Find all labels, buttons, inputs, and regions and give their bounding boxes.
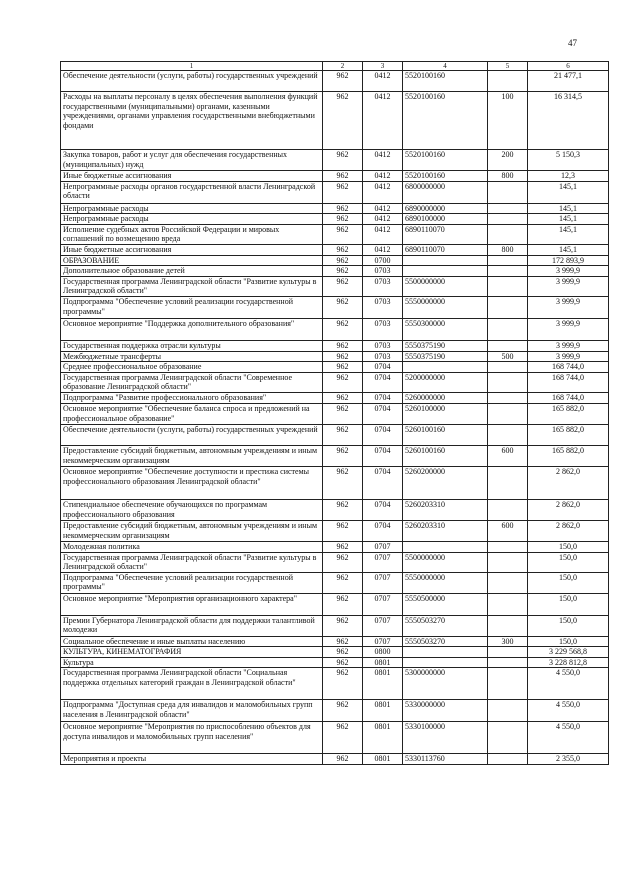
ministry-code: 962 bbox=[323, 647, 363, 658]
ministry-code: 962 bbox=[323, 318, 363, 340]
expense-type bbox=[488, 499, 528, 520]
row-name: Предоставление субсидий бюджетным, автономным учреждениям и иным некоммерческим организациям bbox=[61, 520, 323, 541]
row-name: Иные бюджетные ассигнования bbox=[61, 171, 323, 182]
section-code: 0707 bbox=[363, 541, 403, 552]
ministry-code: 962 bbox=[323, 171, 363, 182]
ministry-code: 962 bbox=[323, 403, 363, 424]
amount: 150,0 bbox=[528, 615, 609, 636]
amount: 2 862,0 bbox=[528, 499, 609, 520]
amount: 168 744,0 bbox=[528, 392, 609, 403]
column-header: 6 bbox=[528, 62, 609, 71]
target-code: 6890100000 bbox=[403, 214, 488, 225]
amount: 3 228 812,8 bbox=[528, 657, 609, 668]
row-name: Дополнительное образование детей bbox=[61, 266, 323, 277]
row-name: Стипендиальное обеспечение обучающихся по программам профессионального образования bbox=[61, 499, 323, 520]
target-code: 5330100000 bbox=[403, 722, 488, 754]
expense-type bbox=[488, 318, 528, 340]
section-code: 0412 bbox=[363, 181, 403, 203]
ministry-code: 962 bbox=[323, 445, 363, 466]
section-code: 0704 bbox=[363, 424, 403, 445]
ministry-code: 962 bbox=[323, 657, 363, 668]
section-code: 0707 bbox=[363, 636, 403, 647]
section-code: 0703 bbox=[363, 266, 403, 277]
amount: 145,1 bbox=[528, 224, 609, 244]
row-name: Среднее профессиональное образование bbox=[61, 362, 323, 373]
row-name: Обеспечение деятельности (услуги, работы) государственных учреждений bbox=[61, 71, 323, 92]
target-code: 5200000000 bbox=[403, 372, 488, 392]
target-code: 6890000000 bbox=[403, 203, 488, 214]
page-number: 47 bbox=[568, 38, 577, 48]
ministry-code: 962 bbox=[323, 636, 363, 647]
ministry-code: 962 bbox=[323, 203, 363, 214]
amount: 3 229 568,8 bbox=[528, 647, 609, 658]
table-row bbox=[61, 71, 609, 92]
expense-type bbox=[488, 593, 528, 615]
expense-type bbox=[488, 754, 528, 765]
target-code: 5260100160 bbox=[403, 424, 488, 445]
expense-type: 300 bbox=[488, 636, 528, 647]
ministry-code: 962 bbox=[323, 255, 363, 266]
table-row bbox=[61, 520, 609, 541]
column-header: 2 bbox=[323, 62, 363, 71]
table-row bbox=[61, 499, 609, 520]
expense-type bbox=[488, 181, 528, 203]
target-code bbox=[403, 647, 488, 658]
amount: 2 862,0 bbox=[528, 520, 609, 541]
target-code: 5520100160 bbox=[403, 171, 488, 182]
ministry-code: 962 bbox=[323, 392, 363, 403]
ministry-code: 962 bbox=[323, 181, 363, 203]
row-name: Основное мероприятие "Мероприятия по приспособлению объектов для доступа инвалидов и маломобильных групп населения" bbox=[61, 722, 323, 754]
row-name: Государственная программа Ленинградской области "Развитие культуры в Ленинградской области" bbox=[61, 276, 323, 296]
amount: 150,0 bbox=[528, 572, 609, 593]
table-row bbox=[61, 572, 609, 593]
ministry-code: 962 bbox=[323, 572, 363, 593]
ministry-code: 962 bbox=[323, 351, 363, 362]
table-row bbox=[61, 372, 609, 392]
target-code: 5550503270 bbox=[403, 636, 488, 647]
target-code: 5520100160 bbox=[403, 92, 488, 150]
section-code: 0412 bbox=[363, 171, 403, 182]
ministry-code: 962 bbox=[323, 244, 363, 255]
expense-type bbox=[488, 372, 528, 392]
row-name: КУЛЬТУРА, КИНЕМАТОГРАФИЯ bbox=[61, 647, 323, 658]
ministry-code: 962 bbox=[323, 499, 363, 520]
amount: 4 550,0 bbox=[528, 722, 609, 754]
target-code bbox=[403, 657, 488, 668]
expense-type bbox=[488, 541, 528, 552]
ministry-code: 962 bbox=[323, 668, 363, 700]
ministry-code: 962 bbox=[323, 150, 363, 171]
section-code: 0704 bbox=[363, 466, 403, 499]
amount: 145,1 bbox=[528, 181, 609, 203]
section-code: 0412 bbox=[363, 203, 403, 214]
row-name: Основное мероприятие "Мероприятия организационного характера" bbox=[61, 593, 323, 615]
section-code: 0703 bbox=[363, 340, 403, 351]
ministry-code: 962 bbox=[323, 266, 363, 277]
section-code: 0412 bbox=[363, 214, 403, 225]
row-name: Подпрограмма "Доступная среда для инвалидов и маломобильных групп населения в Ленинградской области" bbox=[61, 700, 323, 722]
section-code: 0704 bbox=[363, 392, 403, 403]
amount: 21 477,1 bbox=[528, 71, 609, 92]
row-name: Основное мероприятие "Обеспечение доступности и престижа системы профессионального образования Ленинградской области" bbox=[61, 466, 323, 499]
amount: 165 882,0 bbox=[528, 424, 609, 445]
amount: 165 882,0 bbox=[528, 445, 609, 466]
target-code: 5260000000 bbox=[403, 392, 488, 403]
target-code: 5330000000 bbox=[403, 700, 488, 722]
target-code: 5520100160 bbox=[403, 71, 488, 92]
section-code: 0700 bbox=[363, 255, 403, 266]
expense-type bbox=[488, 466, 528, 499]
expense-type bbox=[488, 722, 528, 754]
row-name: ОБРАЗОВАНИЕ bbox=[61, 255, 323, 266]
row-name: Культура bbox=[61, 657, 323, 668]
expense-type: 600 bbox=[488, 445, 528, 466]
expense-type bbox=[488, 615, 528, 636]
expense-type bbox=[488, 572, 528, 593]
ministry-code: 962 bbox=[323, 71, 363, 92]
section-code: 0412 bbox=[363, 92, 403, 150]
row-name: Непрограммные расходы bbox=[61, 214, 323, 225]
amount: 3 999,9 bbox=[528, 340, 609, 351]
row-name: Основное мероприятие "Обеспечение баланса спроса и предложений на профессиональное образование" bbox=[61, 403, 323, 424]
row-name: Подпрограмма "Обеспечение условий реализации государственной программы" bbox=[61, 296, 323, 318]
ministry-code: 962 bbox=[323, 541, 363, 552]
table-row bbox=[61, 266, 609, 277]
target-code bbox=[403, 541, 488, 552]
section-code: 0703 bbox=[363, 296, 403, 318]
section-code: 0801 bbox=[363, 668, 403, 700]
column-header: 5 bbox=[488, 62, 528, 71]
ministry-code: 962 bbox=[323, 466, 363, 499]
table-row bbox=[61, 150, 609, 171]
table-row bbox=[61, 615, 609, 636]
table-row bbox=[61, 424, 609, 445]
amount: 3 999,9 bbox=[528, 318, 609, 340]
target-code: 5550300000 bbox=[403, 318, 488, 340]
amount: 145,1 bbox=[528, 214, 609, 225]
row-name: Подпрограмма "Обеспечение условий реализации государственной программы" bbox=[61, 572, 323, 593]
header-row bbox=[61, 62, 609, 71]
ministry-code: 962 bbox=[323, 722, 363, 754]
expense-type bbox=[488, 362, 528, 373]
section-code: 0704 bbox=[363, 445, 403, 466]
row-name: Расходы на выплаты персоналу в целях обеспечения выполнения функций государственными (муниципальными) органами, казенными учреждениями, органами управления государственными внебюджетными фондами bbox=[61, 92, 323, 150]
row-name: Премии Губернатора Ленинградской области для поддержки талантливой молодежи bbox=[61, 615, 323, 636]
section-code: 0704 bbox=[363, 372, 403, 392]
table-row bbox=[61, 403, 609, 424]
target-code bbox=[403, 266, 488, 277]
target-code: 5300000000 bbox=[403, 668, 488, 700]
expense-type bbox=[488, 552, 528, 572]
target-code bbox=[403, 255, 488, 266]
amount: 5 150,3 bbox=[528, 150, 609, 171]
table-row bbox=[61, 296, 609, 318]
table-row bbox=[61, 351, 609, 362]
target-code: 5520100160 bbox=[403, 150, 488, 171]
expense-type bbox=[488, 296, 528, 318]
table-row bbox=[61, 224, 609, 244]
table-row bbox=[61, 362, 609, 373]
column-header: 3 bbox=[363, 62, 403, 71]
row-name: Иные бюджетные ассигнования bbox=[61, 244, 323, 255]
expense-type bbox=[488, 276, 528, 296]
table-row bbox=[61, 276, 609, 296]
amount: 3 999,9 bbox=[528, 276, 609, 296]
ministry-code: 962 bbox=[323, 224, 363, 244]
amount: 16 314,5 bbox=[528, 92, 609, 150]
expense-type: 200 bbox=[488, 150, 528, 171]
expense-type bbox=[488, 392, 528, 403]
section-code: 0703 bbox=[363, 318, 403, 340]
target-code: 5260100160 bbox=[403, 445, 488, 466]
amount: 168 744,0 bbox=[528, 362, 609, 373]
table-row bbox=[61, 541, 609, 552]
target-code: 5550503270 bbox=[403, 615, 488, 636]
expense-type bbox=[488, 403, 528, 424]
ministry-code: 962 bbox=[323, 520, 363, 541]
expense-type: 100 bbox=[488, 92, 528, 150]
target-code: 5550375190 bbox=[403, 351, 488, 362]
table-row bbox=[61, 214, 609, 225]
row-name: Непрограммные расходы органов государственной власти Ленинградской области bbox=[61, 181, 323, 203]
expense-type bbox=[488, 255, 528, 266]
amount: 4 550,0 bbox=[528, 700, 609, 722]
amount: 4 550,0 bbox=[528, 668, 609, 700]
row-name: Межбюджетные трансферты bbox=[61, 351, 323, 362]
amount: 3 999,9 bbox=[528, 296, 609, 318]
row-name: Социальное обеспечение и иные выплаты населению bbox=[61, 636, 323, 647]
amount: 145,1 bbox=[528, 244, 609, 255]
table-row bbox=[61, 657, 609, 668]
table-row bbox=[61, 647, 609, 658]
table-row bbox=[61, 255, 609, 266]
table-row bbox=[61, 340, 609, 351]
section-code: 0800 bbox=[363, 647, 403, 658]
ministry-code: 962 bbox=[323, 276, 363, 296]
row-name: Исполнение судебных актов Российской Федерации и мировых соглашений по возмещению вреда bbox=[61, 224, 323, 244]
expense-type bbox=[488, 71, 528, 92]
target-code: 6890110070 bbox=[403, 224, 488, 244]
expense-type: 600 bbox=[488, 520, 528, 541]
section-code: 0412 bbox=[363, 71, 403, 92]
row-name: Предоставление субсидий бюджетным, автономным учреждениям и иным некоммерческим организациям bbox=[61, 445, 323, 466]
target-code: 5260203310 bbox=[403, 520, 488, 541]
target-code: 5260100000 bbox=[403, 403, 488, 424]
budget-table bbox=[60, 61, 609, 765]
row-name: Закупка товаров, работ и услуг для обеспечения государственных (муниципальных) нужд bbox=[61, 150, 323, 171]
target-code: 5260203310 bbox=[403, 499, 488, 520]
ministry-code: 962 bbox=[323, 552, 363, 572]
row-name: Государственная поддержка отрасли культуры bbox=[61, 340, 323, 351]
target-code: 5260200000 bbox=[403, 466, 488, 499]
ministry-code: 962 bbox=[323, 593, 363, 615]
table-row bbox=[61, 203, 609, 214]
section-code: 0707 bbox=[363, 552, 403, 572]
amount: 12,3 bbox=[528, 171, 609, 182]
section-code: 0801 bbox=[363, 722, 403, 754]
amount: 150,0 bbox=[528, 541, 609, 552]
table-row bbox=[61, 754, 609, 765]
target-code: 5330113760 bbox=[403, 754, 488, 765]
section-code: 0801 bbox=[363, 754, 403, 765]
table-row bbox=[61, 593, 609, 615]
row-name: Мероприятия и проекты bbox=[61, 754, 323, 765]
amount: 3 999,9 bbox=[528, 351, 609, 362]
expense-type: 800 bbox=[488, 244, 528, 255]
expense-type bbox=[488, 700, 528, 722]
table-row bbox=[61, 722, 609, 754]
section-code: 0704 bbox=[363, 403, 403, 424]
table-row bbox=[61, 92, 609, 150]
table-row bbox=[61, 668, 609, 700]
ministry-code: 962 bbox=[323, 362, 363, 373]
ministry-code: 962 bbox=[323, 340, 363, 351]
target-code bbox=[403, 362, 488, 373]
table-row bbox=[61, 445, 609, 466]
column-header: 1 bbox=[61, 62, 323, 71]
amount: 168 744,0 bbox=[528, 372, 609, 392]
target-code: 5550000000 bbox=[403, 296, 488, 318]
target-code: 5500000000 bbox=[403, 276, 488, 296]
target-code: 6890110070 bbox=[403, 244, 488, 255]
ministry-code: 962 bbox=[323, 92, 363, 150]
ministry-code: 962 bbox=[323, 424, 363, 445]
target-code: 6800000000 bbox=[403, 181, 488, 203]
ministry-code: 962 bbox=[323, 754, 363, 765]
section-code: 0707 bbox=[363, 572, 403, 593]
ministry-code: 962 bbox=[323, 615, 363, 636]
expense-type bbox=[488, 203, 528, 214]
amount: 2 355,0 bbox=[528, 754, 609, 765]
target-code: 5500000000 bbox=[403, 552, 488, 572]
table-row bbox=[61, 700, 609, 722]
target-code: 5550500000 bbox=[403, 593, 488, 615]
row-name: Обеспечение деятельности (услуги, работы) государственных учреждений bbox=[61, 424, 323, 445]
expense-type bbox=[488, 266, 528, 277]
row-name: Непрограммные расходы bbox=[61, 203, 323, 214]
expense-type bbox=[488, 668, 528, 700]
section-code: 0801 bbox=[363, 700, 403, 722]
ministry-code: 962 bbox=[323, 214, 363, 225]
ministry-code: 962 bbox=[323, 700, 363, 722]
amount: 2 862,0 bbox=[528, 466, 609, 499]
column-header: 4 bbox=[403, 62, 488, 71]
expense-type bbox=[488, 657, 528, 668]
table-row bbox=[61, 181, 609, 203]
target-code: 5550375190 bbox=[403, 340, 488, 351]
row-name: Подпрограмма "Развитие профессионального образования" bbox=[61, 392, 323, 403]
target-code: 5550000000 bbox=[403, 572, 488, 593]
ministry-code: 962 bbox=[323, 372, 363, 392]
section-code: 0703 bbox=[363, 276, 403, 296]
amount: 3 999,9 bbox=[528, 266, 609, 277]
ministry-code: 962 bbox=[323, 296, 363, 318]
row-name: Государственная программа Ленинградской области "Социальная поддержка отдельных категорий граждан в Ленинградской области" bbox=[61, 668, 323, 700]
amount: 150,0 bbox=[528, 552, 609, 572]
expense-type bbox=[488, 647, 528, 658]
expense-type bbox=[488, 340, 528, 351]
expense-type: 500 bbox=[488, 351, 528, 362]
table-row bbox=[61, 466, 609, 499]
section-code: 0707 bbox=[363, 593, 403, 615]
amount: 150,0 bbox=[528, 593, 609, 615]
row-name: Государственная программа Ленинградской области "Развитие культуры в Ленинградской области" bbox=[61, 552, 323, 572]
expense-type: 800 bbox=[488, 171, 528, 182]
row-name: Государственная программа Ленинградской области "Современное образование Ленинградской области" bbox=[61, 372, 323, 392]
section-code: 0704 bbox=[363, 520, 403, 541]
table-row bbox=[61, 244, 609, 255]
section-code: 0412 bbox=[363, 224, 403, 244]
section-code: 0704 bbox=[363, 499, 403, 520]
section-code: 0703 bbox=[363, 351, 403, 362]
expense-type bbox=[488, 214, 528, 225]
section-code: 0801 bbox=[363, 657, 403, 668]
row-name: Основное мероприятие "Поддержка дополнительного образования" bbox=[61, 318, 323, 340]
table-row bbox=[61, 392, 609, 403]
expense-type bbox=[488, 424, 528, 445]
table-row bbox=[61, 552, 609, 572]
table-row bbox=[61, 171, 609, 182]
amount: 150,0 bbox=[528, 636, 609, 647]
row-name: Молодежная политика bbox=[61, 541, 323, 552]
expense-type bbox=[488, 224, 528, 244]
table-row bbox=[61, 636, 609, 647]
amount: 145,1 bbox=[528, 203, 609, 214]
section-code: 0707 bbox=[363, 615, 403, 636]
amount: 165 882,0 bbox=[528, 403, 609, 424]
section-code: 0412 bbox=[363, 150, 403, 171]
amount: 172 893,9 bbox=[528, 255, 609, 266]
table-row bbox=[61, 318, 609, 340]
section-code: 0704 bbox=[363, 362, 403, 373]
section-code: 0412 bbox=[363, 244, 403, 255]
